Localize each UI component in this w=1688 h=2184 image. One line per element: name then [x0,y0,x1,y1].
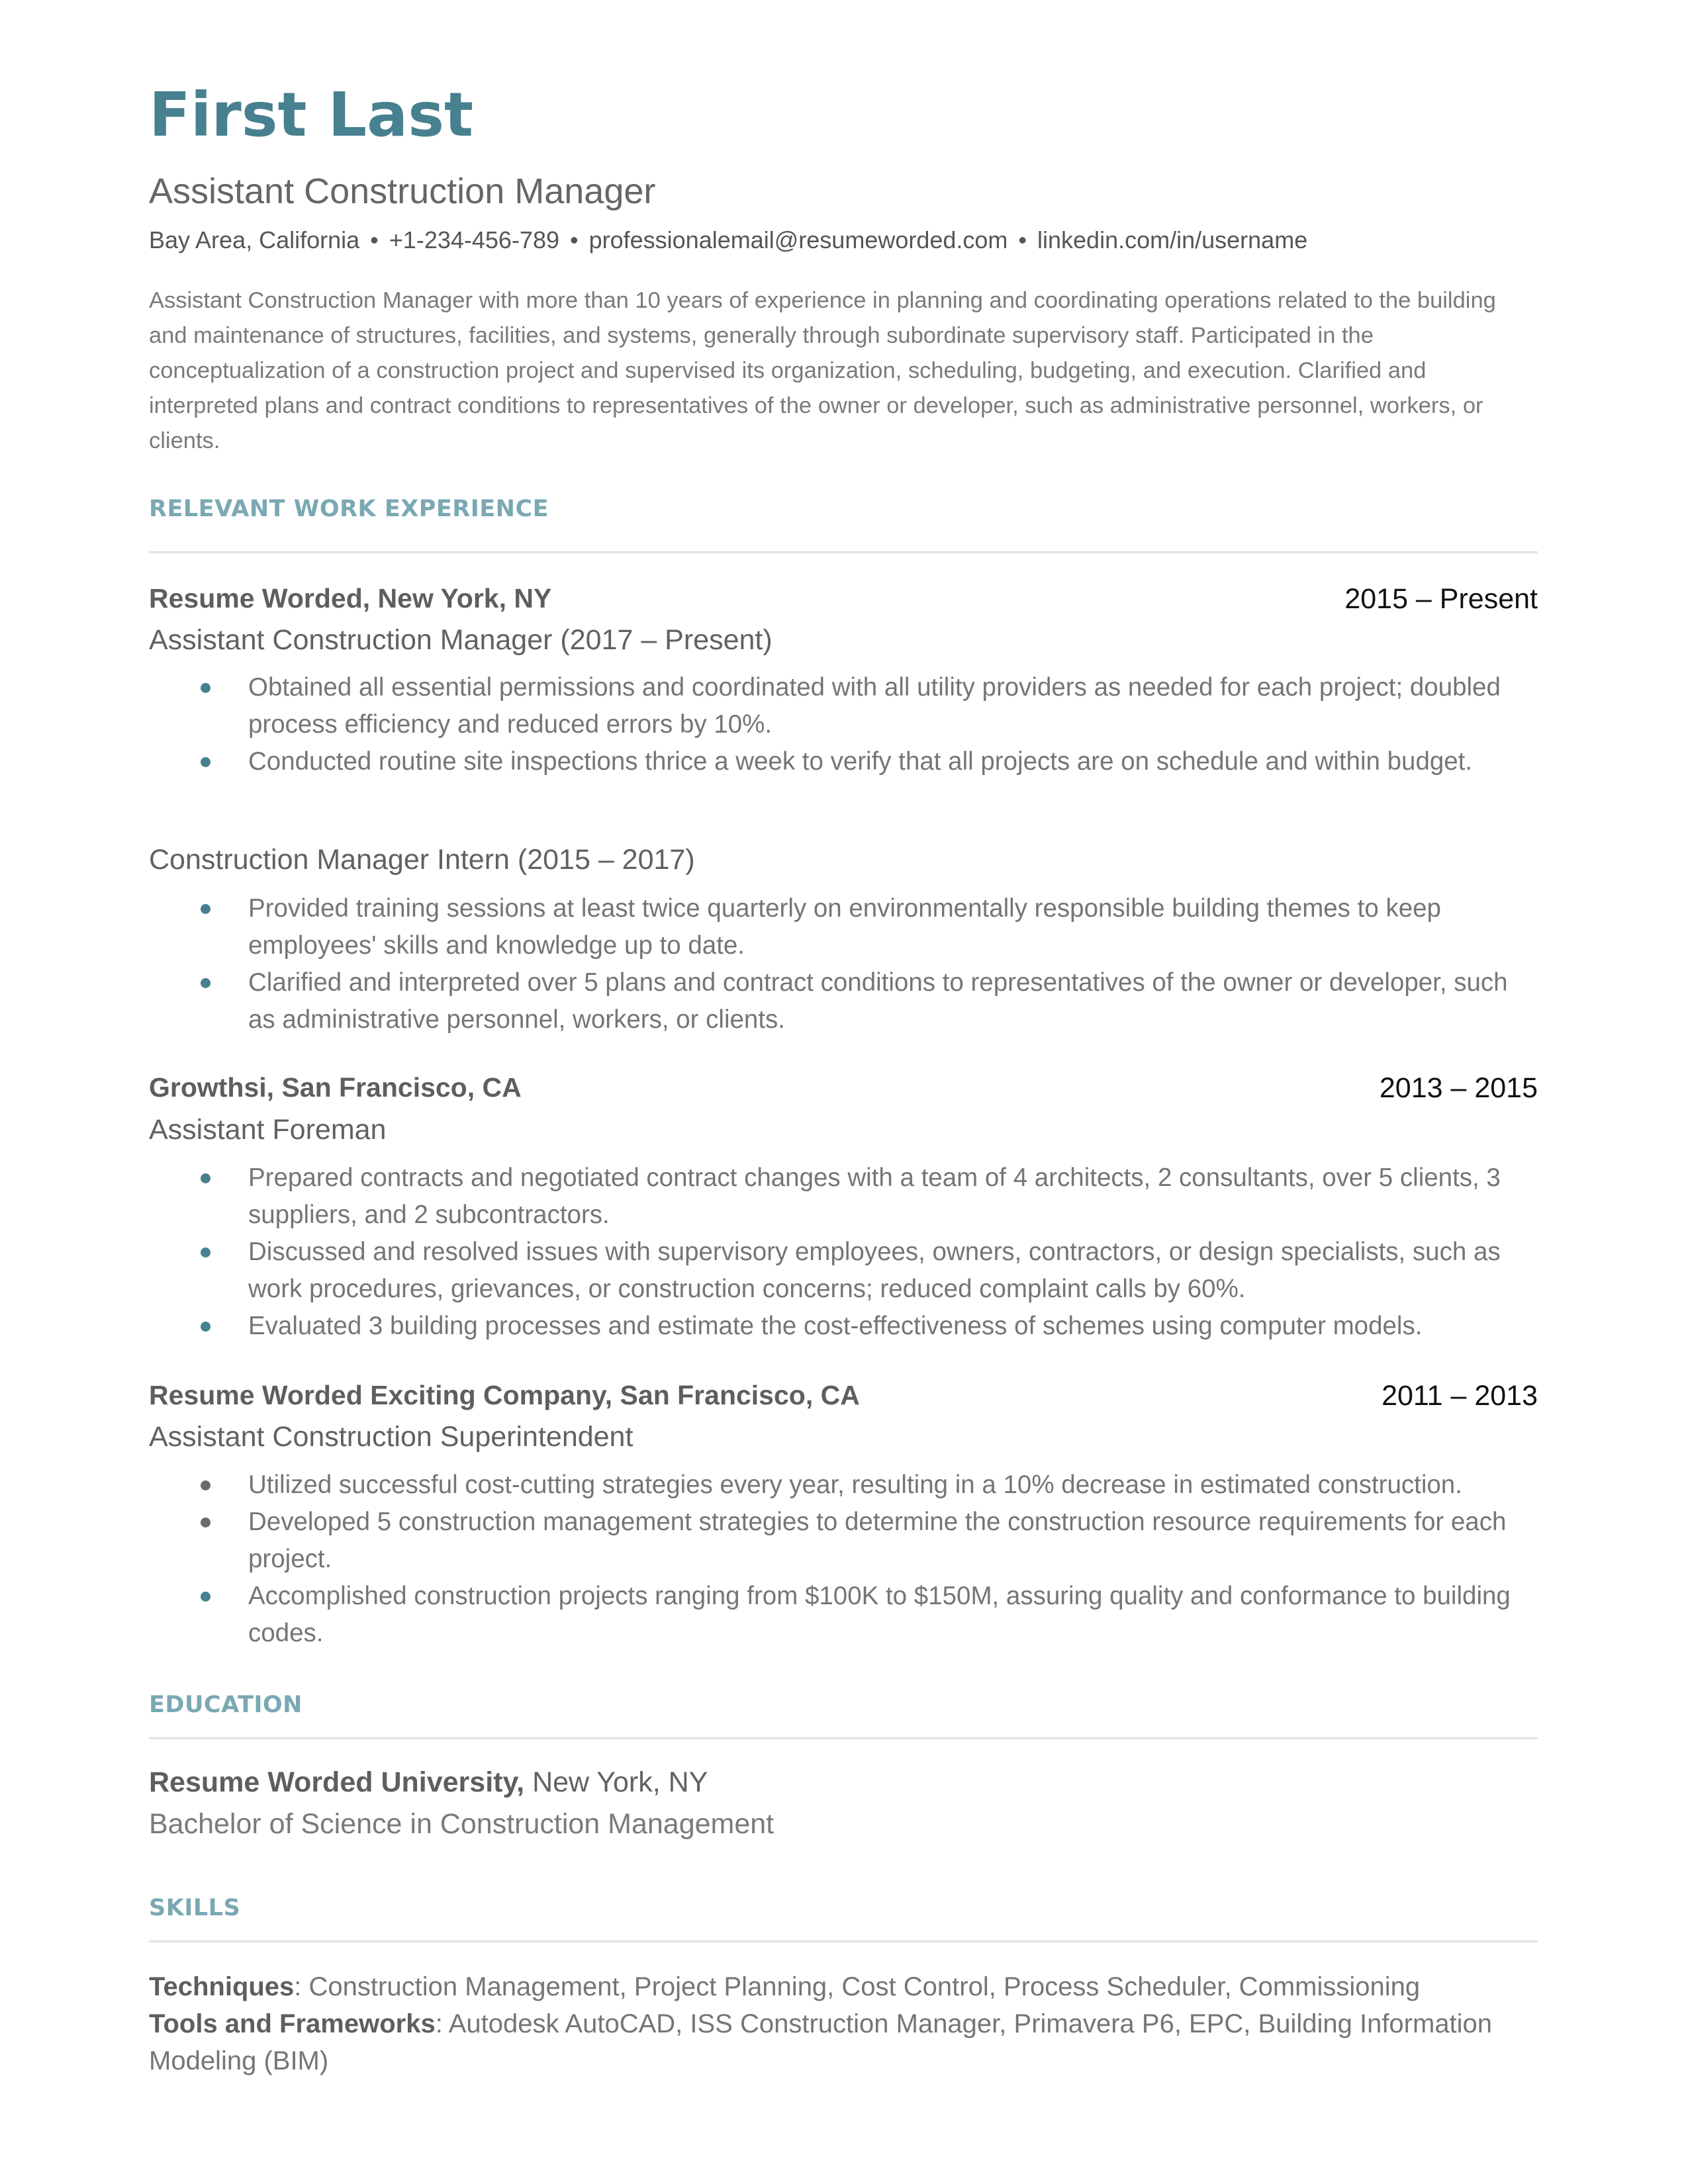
list-item [149,1578,1538,1652]
education-school-line [149,1768,708,1797]
list-item [149,1160,1538,1234]
bullet-icon [201,757,211,767]
job-company: Resume Worded Exciting Company, San Francisco, CA [149,1380,860,1410]
job-role: Assistant Construction Superintendent [149,1421,633,1453]
skill-value: : Construction Management, Project Planning, Cost Control, Process Scheduler, Commissioning [294,1972,1421,2001]
skill-label: Tools and Frameworks [149,2009,436,2038]
job-role: Construction Manager Intern (2015 – 2017) [149,844,695,876]
skill-label: Techniques [149,1972,295,2001]
bullet-icon [201,1173,211,1183]
bullet-list [149,890,1538,1038]
list-item [149,964,1538,1038]
skills-list [149,1968,1538,2079]
bullet-icon [201,1518,211,1527]
bullet-icon [201,978,211,988]
bullet-text: Prepared contracts and negotiated contract changes with a team of 4 architects, 2 consultants, over 5 clients, 3 suppliers, and 2 subcontractors. [248,1163,1501,1229]
bullet-icon [201,683,211,693]
contact-linkedin[interactable]: linkedin.com/in/username [1037,226,1308,253]
bullet-icon [201,1592,211,1602]
contact-separator: • [1018,226,1027,253]
list-item [149,1504,1538,1578]
job-role: Assistant Construction Manager (2017 – Present) [149,624,773,656]
list-item [149,890,1538,964]
list-item [149,1467,1538,1504]
contact-email[interactable]: professionalemail@resumeworded.com [588,226,1008,253]
candidate-title: Assistant Construction Manager [149,171,656,211]
bullet-icon [201,1480,211,1490]
bullet-icon [201,1322,211,1332]
list-item [149,743,1538,780]
list-item [149,1234,1538,1308]
education-school: Resume Worded University, [149,1766,525,1798]
job-header [149,585,1538,618]
contact-phone: +1-234-456-789 [389,226,559,253]
job-dates: 2013 – 2015 [1379,1072,1538,1104]
list-item [149,669,1538,743]
skill-row [149,2005,1538,2079]
bullet-icon [201,1248,211,1257]
contact-location: Bay Area, California [149,226,360,253]
section-heading-experience: RELEVANT WORK EXPERIENCE [149,496,549,522]
job-dates: 2015 – Present [1344,583,1538,615]
bullet-text: Accomplished construction projects ranging from $100K to $150M, assuring quality and conformance to building codes. [248,1582,1511,1647]
skill-row [149,1968,1538,2005]
bullet-text: Clarified and interpreted over 5 plans and contract conditions to representatives of the owner or developer, such as administrative personnel, workers, or clients. [248,968,1508,1034]
section-divider [149,1737,1538,1739]
bullet-list [149,1467,1538,1652]
bullet-text: Discussed and resolved issues with supervisory employees, owners, contractors, or design specialists, such as work procedures, grievances, or construction concerns; reduced complaint calls by 60%. [248,1238,1501,1303]
section-heading-skills: SKILLS [149,1895,241,1921]
education-location: New York, NY [532,1766,708,1798]
section-divider [149,1940,1538,1942]
contact-separator: • [370,226,379,253]
contact-separator: • [569,226,579,253]
job-company: Growthsi, San Francisco, CA [149,1072,522,1103]
bullet-icon [201,904,211,914]
bullet-text: Developed 5 construction management strategies to determine the construction resource requirements for each project. [248,1508,1507,1573]
job-role: Assistant Foreman [149,1114,387,1146]
bullet-list [149,1160,1538,1345]
job-dates: 2011 – 2013 [1382,1380,1538,1412]
bullet-text: Conducted routine site inspections thrice a week to verify that all projects are on schedule and within budget. [248,747,1473,776]
bullet-text: Utilized successful cost-cutting strategies every year, resulting in a 10% decrease in estimated construction. [248,1471,1462,1499]
job-company: Resume Worded, New York, NY [149,583,552,614]
candidate-name: First Last [149,79,473,150]
education-degree: Bachelor of Science in Construction Management [149,1808,774,1840]
summary-paragraph: Assistant Construction Manager with more than 10 years of experience in planning and coordinating operations related to the building and maintenance of structures, facilities, and systems, generally through subordinate supervisory staff. Participated in the conceptualization of a construction project and supervised its organization, scheduling, budgeting, and execution. Clarified and interpreted plans and contract conditions to representatives of the owner or developer, such as administrative personnel, workers, or clients. [149,288,1496,453]
list-item [149,1308,1538,1345]
job-header [149,1074,1538,1107]
bullet-list [149,669,1538,780]
bullet-text: Provided training sessions at least twice quarterly on environmentally responsible building themes to keep employees' skills and knowledge up to date. [248,894,1441,960]
section-divider [149,551,1538,553]
section-heading-education: EDUCATION [149,1692,303,1718]
job-header [149,1382,1538,1415]
bullet-text: Obtained all essential permissions and coordinated with all utility providers as needed for each project; doubled process efficiency and reduced errors by 10%. [248,673,1501,739]
bullet-text: Evaluated 3 building processes and estimate the cost-effectiveness of schemes using computer models. [248,1312,1423,1340]
skill-value: : Autodesk AutoCAD, ISS Construction Manager, Primavera P6, EPC, Building Information Modeling (BIM) [149,2009,1493,2075]
contact-line [149,228,1307,252]
